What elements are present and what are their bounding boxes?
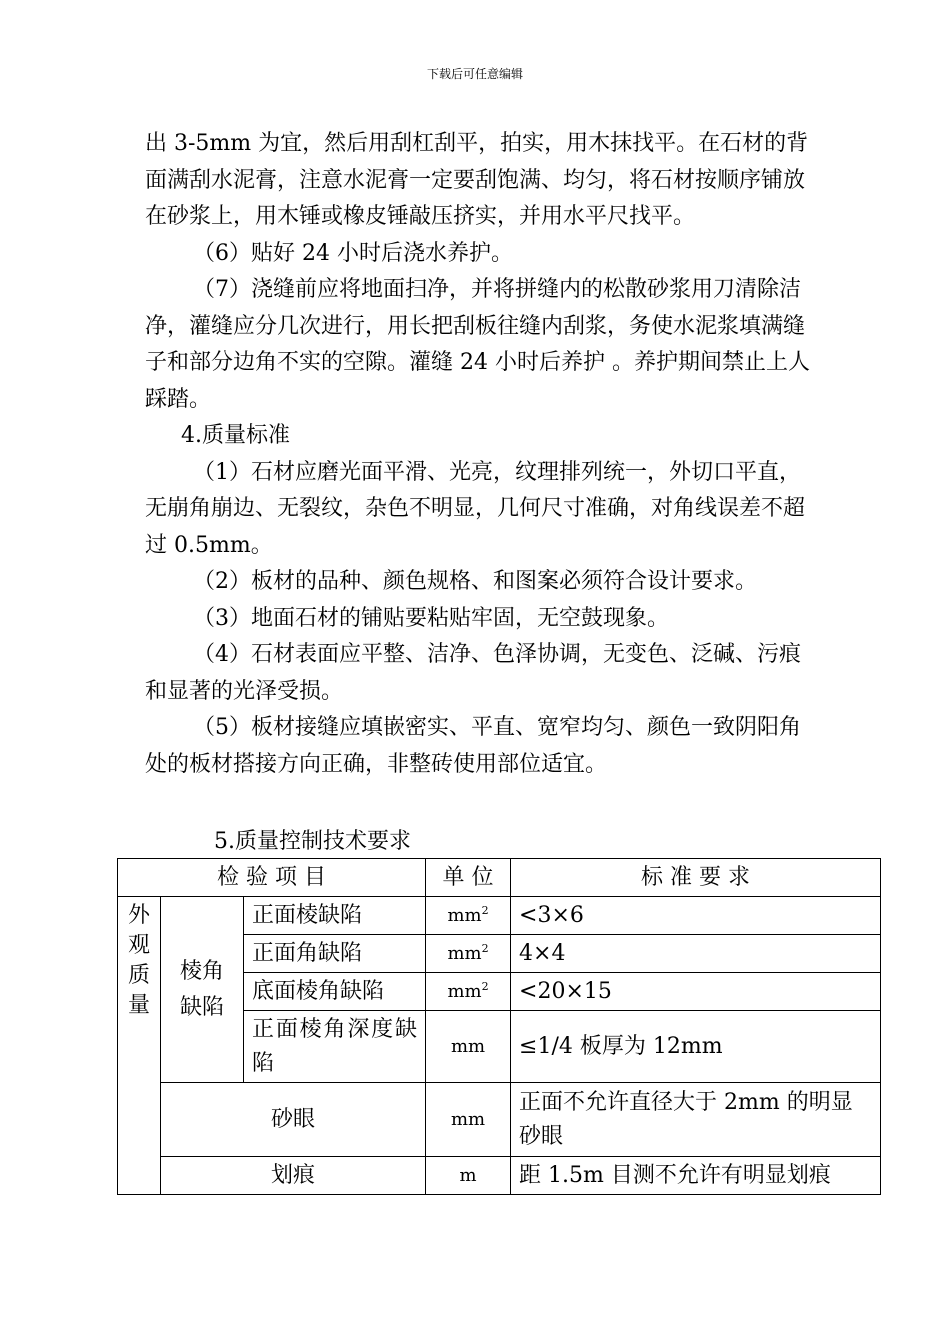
unit-cell [426,935,511,973]
group-label: 外观质量 [127,903,150,1018]
page-header-note: 下载后可任意编辑 [426,67,523,81]
table-row [118,1157,881,1195]
paragraph-step-6: （6）贴好 24 小时后浇水养护。 [193,240,513,266]
item-cell: 正面角缺陷 [244,935,426,973]
table-row [118,897,881,935]
standard-cell: <20×15 [511,973,881,1011]
item-cell: 划痕 [161,1157,426,1195]
table-row [118,1083,881,1157]
item-cell: 正面棱角深度缺陷 [244,1011,426,1083]
paragraph-standard-4: （4）石材表面应平整、洁净、色泽协调，无变色、泛碱、污痕和显著的光泽受损。 [145,642,801,704]
subgroup-label: 棱角缺陷 [179,958,224,1020]
standard-cell: 4×4 [511,935,881,973]
standard-cell: 正面不允许直径大于 2mm 的明显砂眼 [511,1083,881,1157]
unit-superscript: 2 [481,941,489,955]
unit-cell: mm [426,1011,511,1083]
document-body [145,126,815,783]
standard-cell: 距 1.5m 目测不允许有明显划痕 [511,1157,881,1195]
item-cell: 砂眼 [161,1083,426,1157]
section-heading-quality-control: 5.质量控制技术要求 [214,829,411,854]
unit-cell: m [426,1157,511,1195]
item-cell: 正面棱缺陷 [244,897,426,935]
quality-control-table [117,858,881,1195]
unit-text: mm [447,942,482,964]
standard-cell: ≤1/4 板厚为 12mm [511,1011,881,1083]
paragraph-standard-5: （5）板材接缝应填嵌密实、平直、宽窄均匀、颜色一致阴阳角处的板材搭接方向正确，非整砖使用部位适宜。 [145,715,801,777]
table-header-row [118,859,881,897]
unit-cell: mm [426,1083,511,1157]
paragraph-standard-1: （1）石材应磨光面平滑、光亮，纹理排列统一，外切口平直，无崩角崩边、无裂纹，杂色不明显，几何尺寸准确，对角线误差不超过 0.5mm。 [145,459,806,558]
standard-cell: <3×6 [511,897,881,935]
group-appearance-quality [118,897,161,1195]
paragraph-standard-3: （3）地面石材的铺贴要粘贴牢固，无空鼓现象。 [193,605,669,631]
section-heading-quality-standard: 4.质量标准 [181,423,290,448]
unit-text: mm [447,904,482,926]
unit-cell [426,897,511,935]
unit-text: mm [447,980,482,1002]
header-inspection-item: 检 验 项 目 [118,859,426,897]
paragraph-step-7: （7）浇缝前应将地面扫净，并将拼缝内的松散砂浆用刀清除洁净，灌缝应分几次进行，用长把刮板往缝内刮浆，务使水泥浆填满缝子和部分边角不实的空隙。灌缝 24 小时后养护 。养护期间禁止上人踩踏。 [145,277,810,412]
header-standard: 标 准 要 求 [511,859,881,897]
unit-superscript: 2 [481,903,489,917]
unit-superscript: 2 [481,979,489,993]
header-unit: 单 位 [426,859,511,897]
unit-cell [426,973,511,1011]
paragraph-standard-2: （2）板材的品种、颜色规格、和图案必须符合设计要求。 [193,569,757,594]
paragraph-continued: 出 3-5mm 为宜，然后用刮杠刮平，拍实，用木抹找平。在石材的背面满刮水泥膏，注意水泥膏一定要刮饱满、均匀，将石材按顺序铺放在砂浆上，用木锤或橡皮锤敲压挤实，并用水平尺找平。 [145,131,809,229]
item-cell: 底面棱角缺陷 [244,973,426,1011]
subgroup-edge-defects [161,897,244,1083]
